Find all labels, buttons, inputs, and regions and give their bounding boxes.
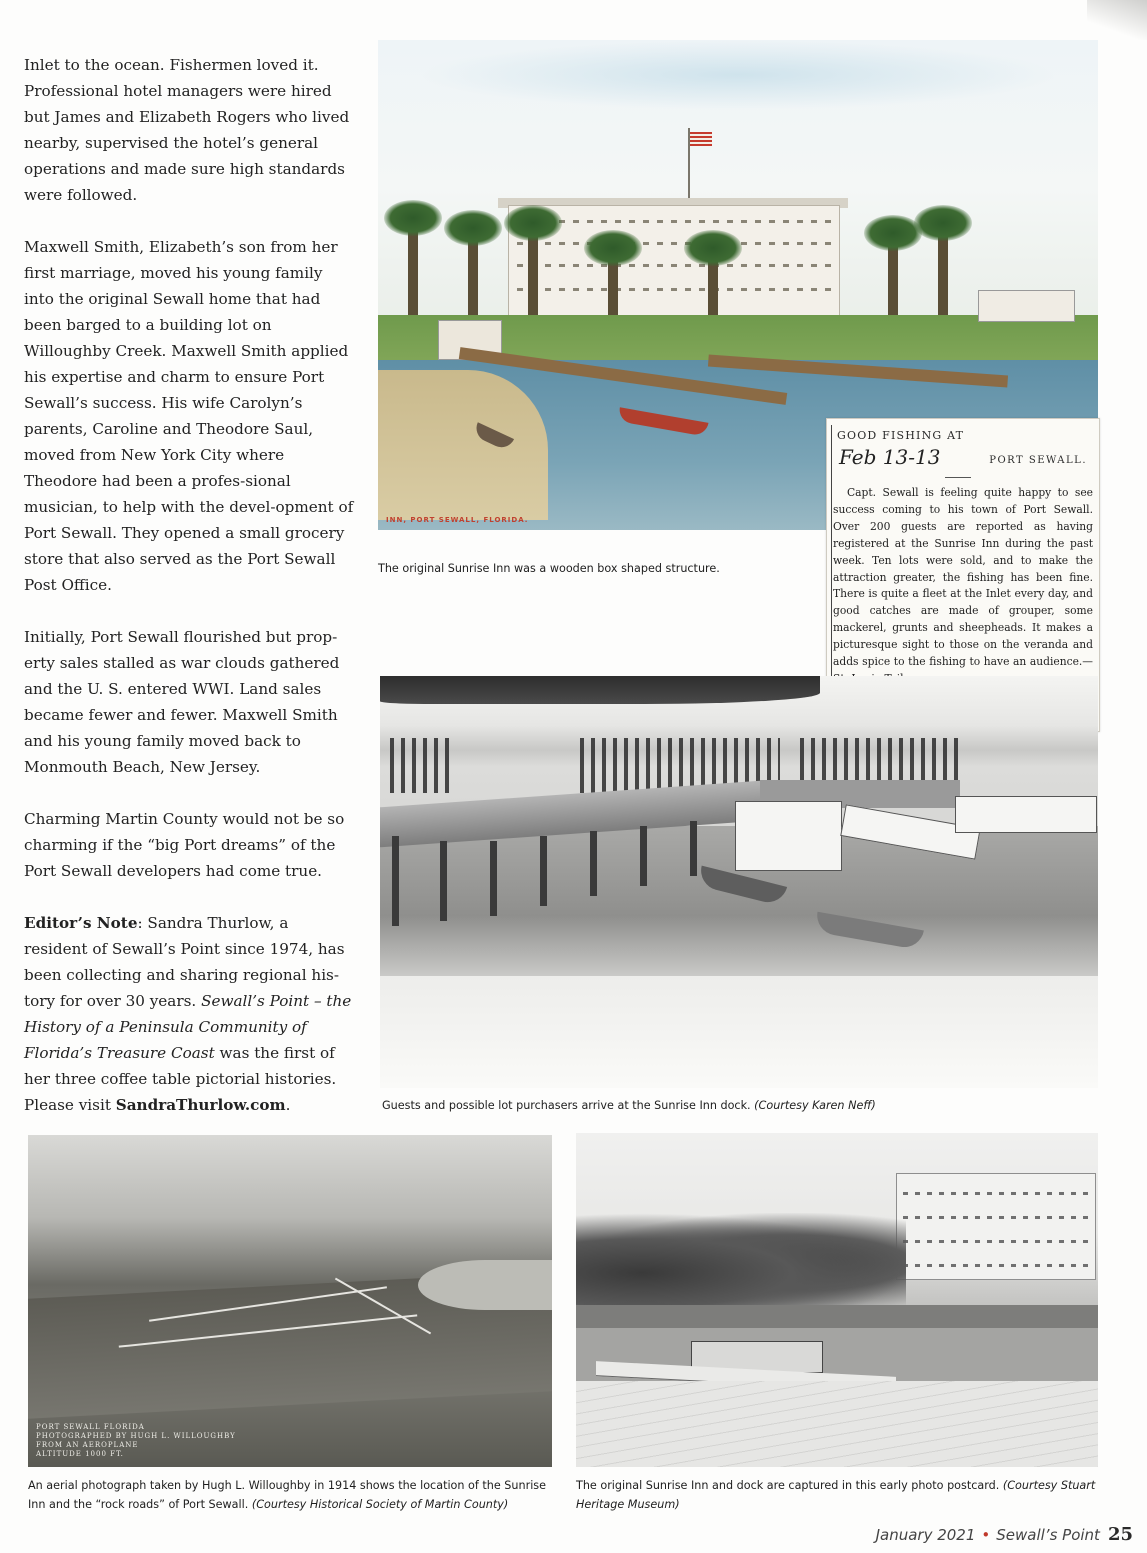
divider [945, 477, 971, 478]
dock-deck [576, 1381, 1098, 1467]
piling [392, 836, 399, 926]
article-paragraph: Initially, Port Sewall flourished but prop-erty sales stalled as war clouds gathered and the U. S. entered WWI. Land sales became fewer and fewer. Maxwell Smith and his young family moved back to Monmouth Beach, New Jersey. [24, 628, 340, 776]
article-paragraph: Inlet to the ocean. Fishermen loved it. Professional hotel managers were hired but James and Elizabeth Rogers who lived nearby, supervised the hotel’s general operations and made sure high standards were followed. [24, 56, 350, 204]
aerial-label-line: ALTITUDE 1000 FT. [36, 1450, 124, 1458]
photo-caption [576, 1476, 1098, 1514]
postcard-imprint: INN, PORT SEWALL, FLORIDA. [386, 516, 529, 524]
window-row [903, 1192, 1089, 1195]
sunrise-inn-and-dock-photo [576, 1133, 1098, 1467]
caption-text: Guests and possible lot purchasers arrive at the Sunrise Inn dock. [382, 1099, 755, 1112]
piling [490, 841, 497, 916]
sky [418, 40, 1058, 110]
issue-date: January 2021 [875, 1526, 976, 1544]
clipping-headline: GOOD FISHING AT [837, 429, 965, 442]
editors-note-text: was the first of her three coffee table pictorial histories. Please visit [24, 1044, 337, 1114]
aerial-label-line: FROM AN AEROPLANE [36, 1441, 139, 1449]
photo-credit: (Courtesy Karen Neff) [754, 1099, 876, 1112]
separator-dot: • [981, 1526, 991, 1544]
crowd [390, 738, 450, 793]
window-row [903, 1240, 1089, 1243]
caption-text: An aerial photograph taken by Hugh L. Willoughby in 1914 shows the location of the Sunrise Inn and the “rock roads” of Port Sewall. [28, 1479, 547, 1511]
article-paragraph: Charming Martin County would not be so charming if the “big Port dreams” of the Port Sewall developers had come true. [24, 810, 345, 880]
editors-note-text: : Sandra Thurlow, a resident of Sewall’s Point since 1974, has been collecting and sharing regional his-tory for over 30 years. [24, 914, 345, 1010]
palm-grove [576, 1213, 906, 1313]
piling [640, 826, 647, 886]
handwritten-date: Feb 13-13 [839, 445, 941, 469]
book-title: Sewall’s Point – the History of a Peninsula Community of Florida’s Treasure Coast [24, 992, 352, 1062]
window-row [517, 220, 831, 223]
treeline [380, 676, 820, 704]
photo-caption [382, 1096, 1082, 1115]
page-number: 25 [1107, 1524, 1133, 1545]
piling [590, 831, 597, 896]
sunrise-inn-dock-photo [380, 676, 1098, 1088]
photo-credit: (Courtesy Historical Society of Martin County) [251, 1498, 509, 1511]
flag [690, 132, 712, 146]
aerial-photo-label [36, 1423, 236, 1459]
cottage [978, 290, 1075, 322]
window-row [903, 1216, 1089, 1219]
editors-note [24, 910, 356, 1118]
article-paragraph: Maxwell Smith, Elizabeth’s son from her first marriage, moved his young family into the original Sewall home that had been barged to a building lot on Willoughby Creek. Maxwell Smith applied his expertise and charm to ensure Port Sewall’s success. His wife Carolyn’s parents, Caroline and Theodore Saul, moved from New York City where Theodore had been a profes-sional musician, to help with the devel-opment of Port Sewall. They opened a small grocery store that also served as the Port Sewall Post Office. [24, 238, 354, 594]
website-link[interactable]: SandraThurlow.com [115, 1096, 286, 1114]
piling [690, 821, 697, 876]
water [418, 1260, 552, 1310]
launch-boat [955, 796, 1097, 833]
clipping-body: Capt. Sewall is feeling quite happy to see success coming to his town of Port Sewall. Over 200 guests are reported as having registered at the Sunrise Inn during the past week. Ten lots were sold, and to make the attraction greater, the fishing has been fine. There is quite a fleet at the Inlet every day, and good catches are made of grouper, some mackerel, grunts and sheepheads. It makes a picturesque sight to those on the veranda and adds spice to the fishing to have an audience.— [833, 486, 1093, 669]
article-column [24, 52, 356, 1144]
window-row [903, 1264, 1089, 1267]
page-curl [1087, 0, 1147, 40]
photo-caption [28, 1476, 552, 1514]
piling [440, 841, 447, 921]
beach [378, 370, 548, 520]
photo-caption: The original Sunrise Inn was a wooden box shaped structure. [378, 562, 720, 575]
magazine-name: Sewall’s Point [996, 1526, 1100, 1544]
launch-boat [735, 801, 842, 871]
window-row [517, 288, 831, 291]
photo-credit: (Courtesy Stuart Heritage Museum) [576, 1479, 1096, 1511]
clipping-place: PORT SEWALL. [989, 455, 1087, 466]
page-footer [876, 1524, 1133, 1545]
aerial-label-line: PORT SEWALL FLORIDA [36, 1423, 145, 1431]
editors-note-label: Editor’s Note [24, 914, 138, 932]
caption-text: The original Sunrise Inn and dock are captured in this early photo postcard. [576, 1479, 1003, 1492]
inn-building [896, 1173, 1096, 1280]
window-row [517, 242, 831, 245]
piling [540, 836, 547, 906]
beach [380, 976, 1098, 1088]
aerial-photo [28, 1135, 552, 1467]
window-row [517, 264, 831, 267]
editors-note-end: . [285, 1096, 291, 1114]
aerial-label-line: PHOTOGRAPHED BY HUGH L. WILLOUGHBY [36, 1432, 236, 1440]
